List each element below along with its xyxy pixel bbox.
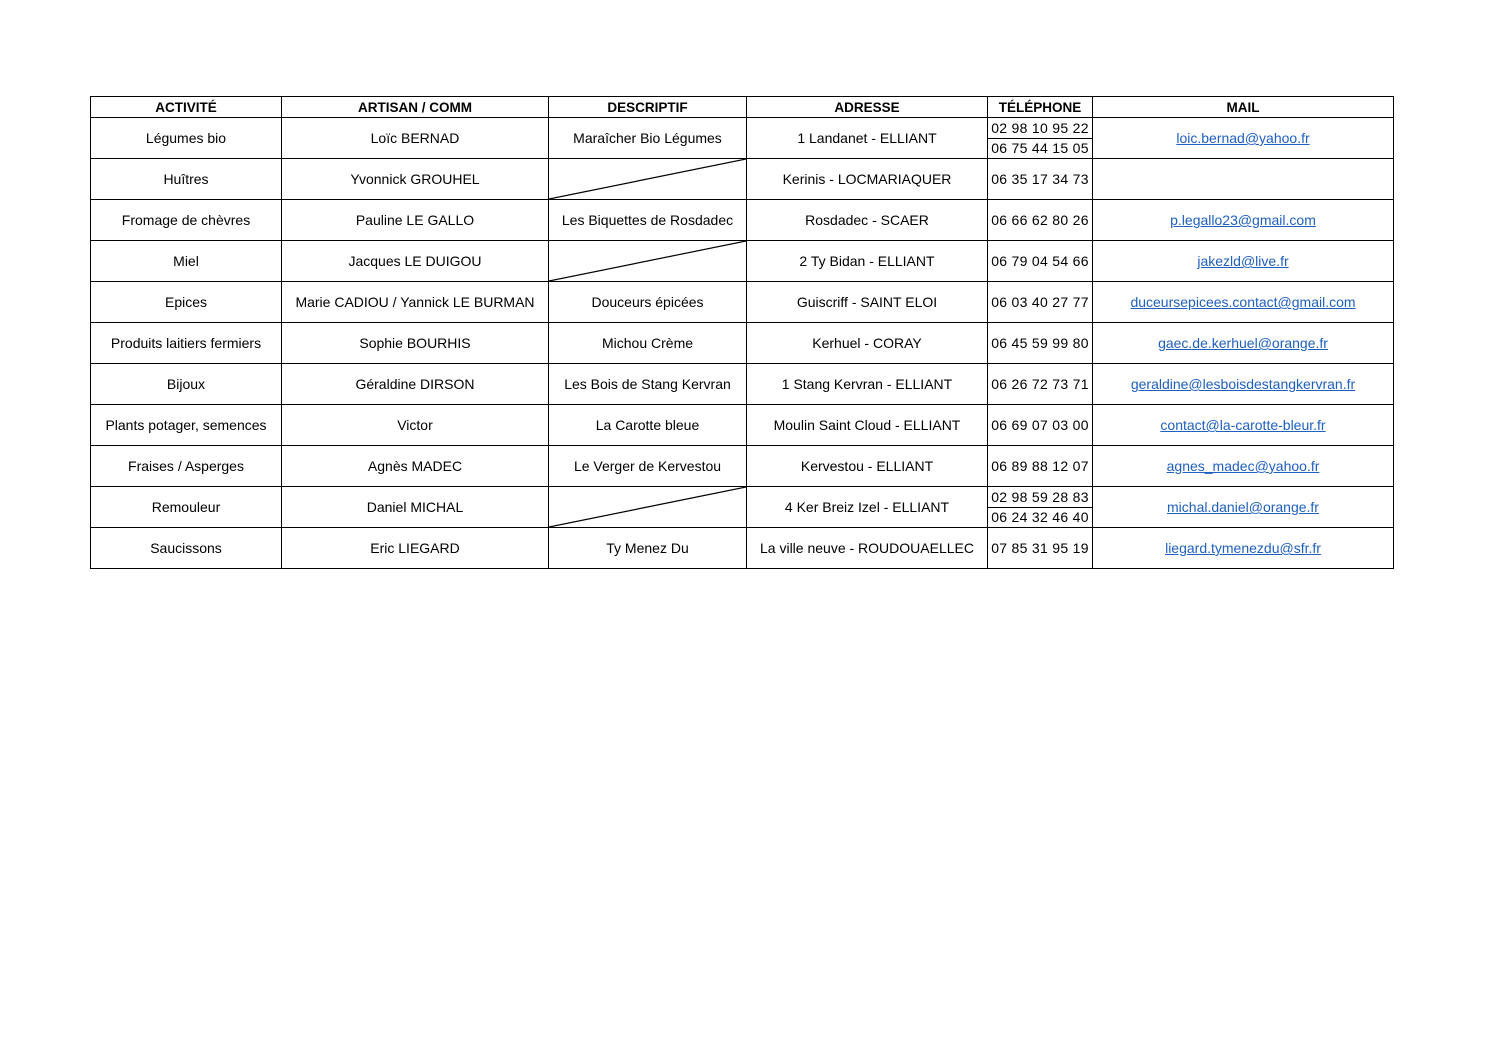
mail-link[interactable]: contact@la-carotte-bleur.fr (1160, 417, 1326, 433)
cell-telephone (988, 118, 1093, 159)
cell-artisan: Eric LIEGARD (282, 528, 549, 569)
table-row (91, 118, 1394, 159)
cell-activite: Plants potager, semences (91, 405, 282, 446)
header-artisan: ARTISAN / COMM (282, 97, 549, 118)
cell-telephone (988, 241, 1093, 282)
diagonal-strike-icon (549, 159, 746, 199)
phone-number: 06 66 62 80 26 (991, 212, 1089, 228)
cell-descriptif-empty (549, 487, 747, 528)
cell-telephone (988, 282, 1093, 323)
cell-artisan: Daniel MICHAL (282, 487, 549, 528)
phone-number: 06 26 72 73 71 (991, 376, 1089, 392)
header-telephone: TÉLÉPHONE (988, 97, 1093, 118)
phone-pair (988, 487, 1092, 527)
phone-number: 06 45 59 99 80 (991, 335, 1089, 351)
cell-activite: Fromage de chèvres (91, 200, 282, 241)
cell-adresse: 1 Stang Kervran - ELLIANT (747, 364, 988, 405)
mail-link[interactable]: jakezld@live.fr (1197, 253, 1289, 269)
cell-telephone (988, 323, 1093, 364)
header-adresse: ADRESSE (747, 97, 988, 118)
cell-mail (1093, 364, 1394, 405)
cell-adresse: Kerhuel - CORAY (747, 323, 988, 364)
cell-descriptif: Ty Menez Du (549, 528, 747, 569)
cell-descriptif: La Carotte bleue (549, 405, 747, 446)
cell-descriptif-empty (549, 241, 747, 282)
cell-artisan: Loïc BERNAD (282, 118, 549, 159)
cell-activite: Fraises / Asperges (91, 446, 282, 487)
cell-adresse: Moulin Saint Cloud - ELLIANT (747, 405, 988, 446)
table-row (91, 405, 1394, 446)
phone-number: 07 85 31 95 19 (991, 540, 1089, 556)
cell-mail (1093, 405, 1394, 446)
phone-number: 06 69 07 03 00 (991, 417, 1089, 433)
cell-descriptif: Les Bois de Stang Kervran (549, 364, 747, 405)
cell-artisan: Pauline LE GALLO (282, 200, 549, 241)
cell-mail (1093, 446, 1394, 487)
table-row (91, 282, 1394, 323)
producers-sheet (90, 96, 1393, 569)
cell-artisan: Victor (282, 405, 549, 446)
cell-telephone (988, 364, 1093, 405)
phone-pair (988, 118, 1092, 158)
header-activite: ACTIVITÉ (91, 97, 282, 118)
diagonal-strike-icon (549, 487, 746, 527)
cell-telephone (988, 405, 1093, 446)
cell-mail (1093, 200, 1394, 241)
cell-descriptif: Douceurs épicées (549, 282, 747, 323)
cell-mail (1093, 323, 1394, 364)
cell-artisan: Agnès MADEC (282, 446, 549, 487)
phone-number: 06 79 04 54 66 (991, 253, 1089, 269)
cell-activite: Miel (91, 241, 282, 282)
cell-activite: Epices (91, 282, 282, 323)
cell-telephone (988, 528, 1093, 569)
cell-telephone (988, 446, 1093, 487)
mail-link[interactable]: michal.daniel@orange.fr (1167, 499, 1319, 515)
table-row (91, 446, 1394, 487)
cell-activite: Légumes bio (91, 118, 282, 159)
cell-adresse: Guiscriff - SAINT ELOI (747, 282, 988, 323)
cell-artisan: Marie CADIOU / Yannick LE BURMAN (282, 282, 549, 323)
cell-telephone (988, 487, 1093, 528)
table-row (91, 528, 1394, 569)
cell-adresse: Rosdadec - SCAER (747, 200, 988, 241)
cell-activite: Saucissons (91, 528, 282, 569)
cell-activite: Bijoux (91, 364, 282, 405)
phone-number: 02 98 59 28 83 (991, 488, 1089, 505)
phone-number: 02 98 10 95 22 (991, 119, 1089, 136)
table-body (91, 118, 1394, 569)
phone-number: 06 35 17 34 73 (991, 171, 1089, 187)
mail-link[interactable]: agnes_madec@yahoo.fr (1166, 458, 1320, 474)
header-row (91, 97, 1394, 118)
table-row (91, 487, 1394, 528)
cell-adresse: 1 Landanet - ELLIANT (747, 118, 988, 159)
mail-link[interactable]: duceursepicees.contact@gmail.com (1130, 294, 1356, 310)
cell-telephone (988, 159, 1093, 200)
cell-descriptif: Le Verger de Kervestou (549, 446, 747, 487)
cell-activite: Huîtres (91, 159, 282, 200)
cell-activite: Produits laitiers fermiers (91, 323, 282, 364)
cell-adresse: Kervestou - ELLIANT (747, 446, 988, 487)
cell-adresse: 2 Ty Bidan - ELLIANT (747, 241, 988, 282)
producers-table (90, 96, 1394, 569)
cell-mail (1093, 487, 1394, 528)
cell-artisan: Jacques LE DUIGOU (282, 241, 549, 282)
mail-link[interactable]: liegard.tymenezdu@sfr.fr (1165, 540, 1321, 556)
cell-descriptif: Les Biquettes de Rosdadec (549, 200, 747, 241)
table-row (91, 241, 1394, 282)
table-row (91, 159, 1394, 200)
cell-adresse: Kerinis - LOCMARIAQUER (747, 159, 988, 200)
mail-link[interactable]: loic.bernad@yahoo.fr (1176, 130, 1310, 146)
header-mail: MAIL (1093, 97, 1394, 118)
phone-number: 06 03 40 27 77 (991, 294, 1089, 310)
diagonal-strike-icon (549, 241, 746, 281)
mail-link[interactable]: geraldine@lesboisdestangkervran.fr (1130, 376, 1356, 392)
cell-descriptif-empty (549, 159, 747, 200)
phone-number: 06 89 88 12 07 (991, 458, 1089, 474)
cell-mail (1093, 528, 1394, 569)
cell-artisan: Géraldine DIRSON (282, 364, 549, 405)
cell-mail (1093, 241, 1394, 282)
mail-link[interactable]: gaec.de.kerhuel@orange.fr (1158, 335, 1328, 351)
cell-artisan: Yvonnick GROUHEL (282, 159, 549, 200)
table-row (91, 364, 1394, 405)
cell-mail (1093, 118, 1394, 159)
cell-descriptif: Maraîcher Bio Légumes (549, 118, 747, 159)
table-row (91, 323, 1394, 364)
table-row (91, 200, 1394, 241)
header-descriptif: DESCRIPTIF (549, 97, 747, 118)
phone-number: 06 75 44 15 05 (988, 138, 1092, 159)
cell-artisan: Sophie BOURHIS (282, 323, 549, 364)
cell-mail (1093, 159, 1394, 200)
cell-telephone (988, 200, 1093, 241)
cell-adresse: La ville neuve - ROUDOUAELLEC (747, 528, 988, 569)
cell-descriptif: Michou Crème (549, 323, 747, 364)
cell-activite: Remouleur (91, 487, 282, 528)
cell-mail (1093, 282, 1394, 323)
cell-adresse: 4 Ker Breiz Izel - ELLIANT (747, 487, 988, 528)
mail-link[interactable]: p.legallo23@gmail.com (1170, 212, 1316, 228)
phone-number: 06 24 32 46 40 (988, 507, 1092, 528)
